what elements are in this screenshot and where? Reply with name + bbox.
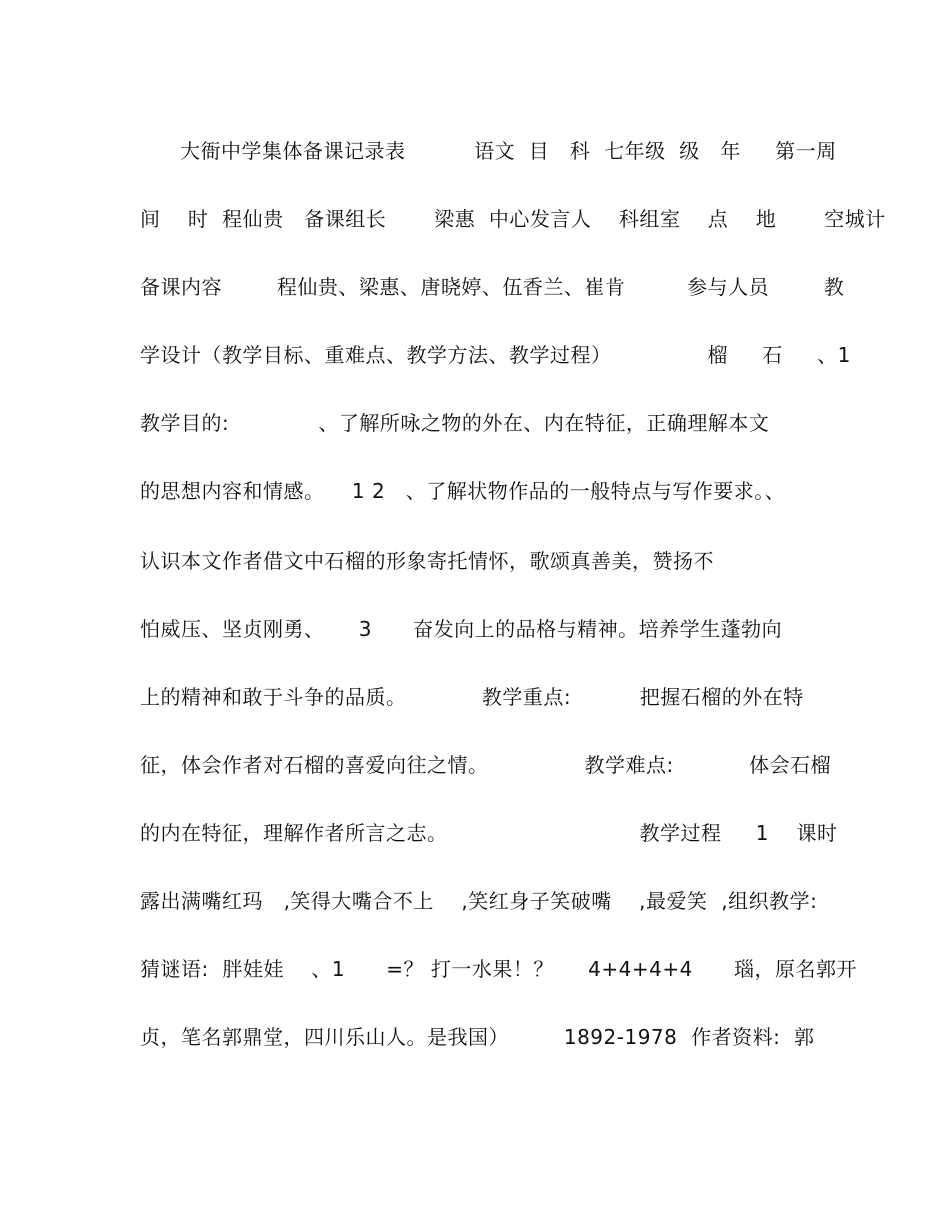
text-line-2: 间 时 程仙贵 备课组长 梁惠 中心发言人 科组室 点 地 空城计 [140, 207, 886, 231]
text-line-14: 贞，笔名郭鼎堂，四川乐山人。是我国） 1892-1978 作者资料: 郭 [140, 1025, 815, 1049]
text-line-12: 露出满嘴红玛 ,笑得大嘴合不上 ,笑红身子笑破嘴 ,最爱笑 ,组织教学: [140, 889, 818, 913]
text-line-1: 大衙中学集体备课记录表 语文 目 科 七年级 级 年 第一周 [180, 139, 837, 163]
text-line-8: 怕威压、坚贞刚勇、 3 奋发向上的品格与精神。培养学生蓬勃向 [140, 617, 783, 641]
text-line-4: 学设计（教学目标、重难点、教学方法、教学过程） 榴 石 、1 [140, 343, 851, 367]
text-line-6: 的思想内容和情感。 1 2 、了解状物作品的一般特点与写作要求。、 [140, 479, 786, 503]
text-line-7: 认识本文作者借文中石榴的形象寄托情怀，歌颂真善美，赞扬不 [140, 549, 714, 573]
text-line-5: 教学目的: 、了解所咏之物的外在、内在特征，正确理解本文 [140, 411, 770, 435]
text-line-9: 上的精神和敢于斗争的品质。 教学重点: 把握石榴的外在特 [140, 685, 804, 709]
text-line-13: 猜谜语: 胖娃娃 、1 =？ 打一水果！？ 4+4+4+4 瑙，原名郭开 [140, 957, 857, 981]
text-line-11: 的内在特征，理解作者所言之志。 教学过程 1 课时 [140, 821, 838, 845]
text-line-3: 备课内容 程仙贵、梁惠、唐晓婷、伍香兰、崔肯 参与人员 教 [140, 275, 845, 299]
text-line-10: 征，体会作者对石榴的喜爱向往之情。 教学难点: 体会石榴 [140, 753, 832, 777]
